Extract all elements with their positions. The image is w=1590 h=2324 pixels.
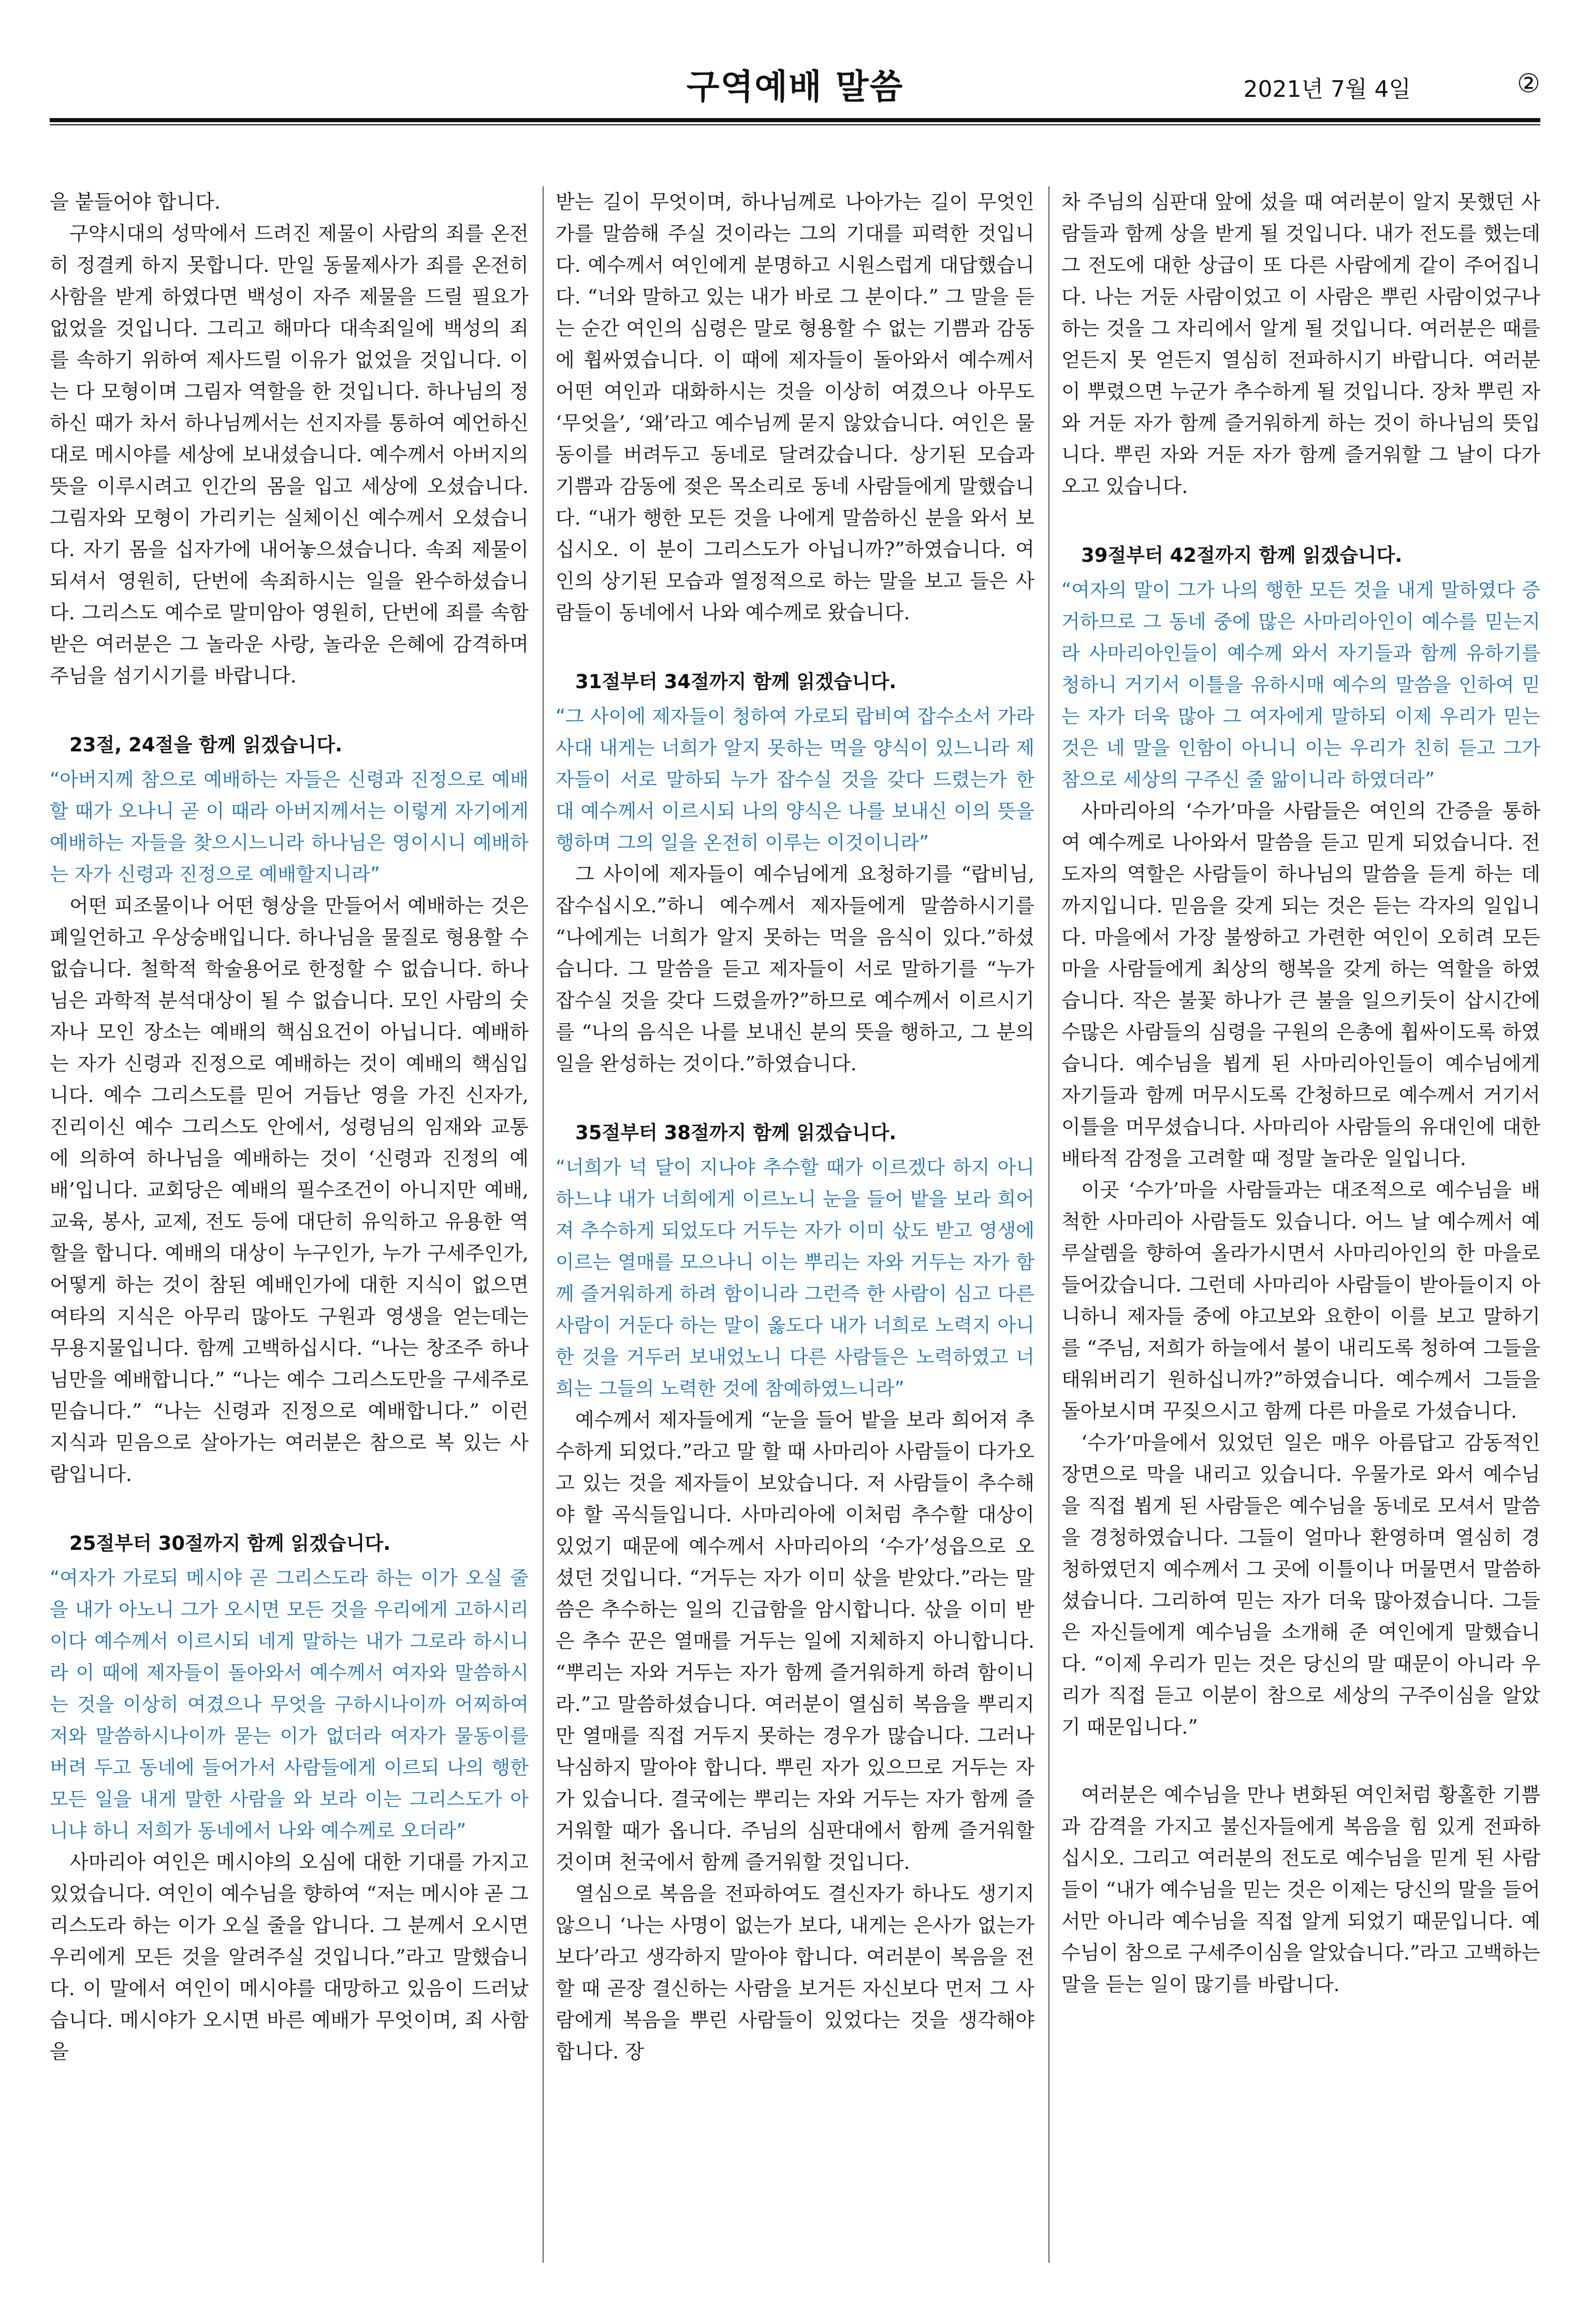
page-header — [50, 50, 1540, 122]
header-rule — [50, 118, 1540, 122]
body-paragraph — [50, 890, 529, 1490]
scripture-quote: “여자가 가로되 메시야 곧 그리스도라 하는 이가 오실 줄을 내가 아노니 그가 오시면 모든 것을 우리에게 고하시리이다 예수께서 이르시되 네게 말하는 내가 그로라 하시니라 이 때에 제자들이 돌아와서 예수께서 여자와 말씀하시는 것을 이상히 여겼으나 무엇을 구하시나이까 어찌하여 저와 말씀하시나이까 묻는 이가 없더라 여자가 물동이를 버려 두고 동네에 들어가서 사람들에게 이르되 나의 행한 모든 일을 내게 말한 사람을 와 보라 이는 그리스도가 아니냐 하니 저희가 동네에서 나와 예수께로 오더라” — [50, 1567, 529, 1842]
paragraph-text: 차 주님의 심판대 앞에 섰을 때 여러분이 알지 못했던 사람들과 함께 상을 받게 될 것입니다. 내가 전도를 했는데 그 전도에 대한 상급이 또 다른 사람에게 같이 주어집니다. 나는 거둔 사람이었고 이 사람은 뿌린 사람이었구나 하는 것을 그 자리에서 알게 될 것입니다. 여러분은 때를 얻든지 못 얻든지 열심히 전파하시기 바랍니다. 여러분이 뿌렸으면 누군가 추수하게 될 것입니다. 장차 뿌린 자와 거둔 자가 함께 즐거워하게 하는 것이 하나님의 뜻입니다. 뿌린 자와 거둔 자가 함께 즐거워할 그 날이 다가오고 있습니다. — [1061, 191, 1540, 498]
body-paragraph — [556, 186, 1034, 629]
section-heading: 39절부터 42절까지 함께 읽겠습니다. — [1081, 544, 1403, 567]
paragraph-text: 사마리아 여인은 메시야의 오심에 대한 기대를 가지고 있었습니다. 여인이 예수님을 향하여 “저는 메시야 곧 그리스도라 하는 이가 오실 줄을 압니다. 그 분께서 오시면 우리에게 모든 것을 알려주실 것입니다.”라고 말했습니다. 이 말에서 여인이 메시야를 대망하고 있음이 드러났습니다. 메시야가 오시면 바른 예배가 무엇이며, 죄 사함을 — [50, 1851, 529, 2063]
paragraph-text: 예수께서 제자들에게 “눈을 들어 밭을 보라 희어져 추수하게 되었다.”라고 말 할 때 사마리아 사람들이 다가오고 있는 것을 제자들이 보았습니다. 저 사람들이 추수해야 할 곡식들입니다. 사마리아에 이처럼 추수할 대상이 있었기 때문에 예수께서 사마리아의 ‘수가’성읍으로 오셨던 것입니다. “거두는 자가 이미 삯을 받았다.”라는 말씀은 추수하는 일의 긴급함을 암시합니다. 삯을 이미 받은 추수 꾼은 열매를 거두는 일에 지체하지 아니합니다. “뿌리는 자와 거두는 자가 함께 즐거워하게 하려 함이니라.”고 말씀하셨습니다. 여러분이 열심히 복음을 뿌리지만 열매를 직접 거두지 못하는 경우가 많습니다. 그러나 낙심하지 말아야 합니다. 뿌린 자가 있으므로 거두는 자가 있습니다. 결국에는 뿌리는 자와 거두는 자가 함께 즐거워할 때가 옵니다. 주님의 심판대에서 함께 즐거워할 것이며 천국에서 함께 즐거워할 것입니다. — [556, 1408, 1034, 1873]
text-column-3 — [1061, 186, 1540, 2299]
issue-date: 2021년 7월 4일 — [1243, 76, 1411, 103]
page-title: 구역예배 말씀 — [686, 67, 904, 107]
header-rule-thin — [50, 124, 1540, 125]
body-paragraph — [1061, 795, 1540, 1174]
paragraph-text: ‘수가’마을에서 있었던 일은 매우 아름답고 감동적인 장면으로 막을 내리고 있습니다. 우물가로 와서 예수님을 직접 뵙게 된 사람들은 예수님을 동네로 모셔서 말씀을 경청하였습니다. 그들이 얼마나 환영하며 열심히 경청하였던지 예수께서 그 곳에 이틀이나 머물면서 말씀하셨습니다. 그리하여 믿는 자가 더욱 많아졌습니다. 그들은 자신들에게 예수님을 소개해 준 여인에게 말했습니다. “이제 우리가 믿는 것은 당신의 말 때문이 아니라 우리가 직접 듣고 이분이 참으로 세상의 구주이심을 알았기 때문입니다.” — [1061, 1431, 1540, 1738]
paragraph-text: 어떤 피조물이나 어떤 형상을 만들어서 예배하는 것은 폐일언하고 우상숭배입니다. 하나님을 물질로 형용할 수 없습니다. 철학적 학술용어로 한정할 수 없습니다. 하나님은 과학적 분석대상이 될 수 없습니다. 모인 사람의 숫자나 모인 장소는 예배의 핵심요건이 아닙니다. 예배하는 자가 신령과 진정으로 예배하는 것이 예배의 핵심입니다. 예수 그리스도를 믿어 거듭난 영을 가진 신자가, 진리이신 예수 그리스도 안에서, 성령님의 임재와 교통에 의하여 하나님을 예배하는 것이 ‘신령과 진정의 예배’입니다. 교회당은 예배의 필수조건이 아니지만 예배, 교육, 봉사, 교제, 전도 등에 대단히 유익하고 유용한 역할을 합니다. 예배의 대상이 누구인가, 누가 구세주인가, 어떻게 하는 것이 참된 예배인가에 대한 지식이 없으면 여타의 지식은 아무리 많아도 구원과 영생을 얻는데는 무용지물입니다. 함께 고백하십시다. “나는 창조주 하나님만을 예배합니다.” “나는 예수 그리스도만을 구세주로 믿습니다.” “나는 신령과 진정으로 예배합니다.” 이런 지식과 믿음으로 살아가는 여러분은 참으로 복 있는 사람입니다. — [50, 894, 529, 1486]
body-paragraph — [50, 186, 529, 218]
paragraph-text: 받는 길이 무엇이며, 하나님께로 나아가는 길이 무엇인가를 말씀해 주실 것이라는 그의 기대를 피력한 것입니다. 예수께서 여인에게 분명하고 시원스럽게 대답했습니다. “너와 말하고 있는 내가 바로 그 분이다.” 그 말을 듣는 순간 여인의 심령은 말로 형용할 수 없는 기쁨과 감동에 휩싸였습니다. 이 때에 제자들이 돌아와서 예수께서 어떤 여인과 대화하시는 것을 이상히 여겼으나 아무도 ‘무엇을’, ‘왜’라고 예수님께 묻지 않았습니다. 여인은 물동이를 버려두고 동네로 달려갔습니다. 상기된 모습과 기쁨과 감동에 젖은 목소리로 동네 사람들에게 말했습니다. “내가 행한 모든 것을 나에게 말씀하신 분을 와서 보십시오. 이 분이 그리스도가 아닙니까?”하였습니다. 여인의 상기된 모습과 열정적으로 하는 말을 보고 들은 사람들이 동네에서 나와 예수께로 왔습니다. — [556, 191, 1034, 624]
scripture-quote: “너희가 넉 달이 지나야 추수할 때가 이르겠다 하지 아니하느냐 내가 너희에게 이르노니 눈을 들어 밭을 보라 희어져 추수하게 되었도다 거두는 자가 이미 삯도 받고 영생에 이르는 열매를 모으나니 이는 뿌리는 자와 거두는 자가 함께 즐거워하게 하려 함이니라 그런즉 한 사람이 심고 다른 사람이 거둔다 하는 말이 옳도다 내가 너희로 노력지 아니한 것을 거두러 보내었노니 다른 사람들은 노력하였고 너희는 그들의 노력한 것에 참예하였느니라” — [556, 1156, 1034, 1400]
body-paragraph — [1061, 1779, 1540, 2000]
paragraph-text: 구약시대의 성막에서 드려진 제물이 사람의 죄를 온전히 정결케 하지 못합니다. 만일 동물제사가 죄를 온전히 사함을 받게 하였다면 백성이 자주 제물을 드릴 필요가 없었을 것입니다. 그리고 해마다 대속죄일에 백성의 죄를 속하기 위하여 제사드릴 이유가 없었을 것입니다. 이는 다 모형이며 그림자 역할을 한 것입니다. 하나님의 정하신 때가 차서 하나님께서는 선지자를 통하여 예언하신 대로 메시야를 세상에 보내셨습니다. 예수께서 아버지의 뜻을 이루시려고 인간의 몸을 입고 세상에 오셨습니다. 그림자와 모형이 가리키는 실체이신 예수께서 오셨습니다. 자기 몸을 십자가에 내어놓으셨습니다. 속죄 제물이 되셔서 영원히, 단번에 속죄하시는 일을 완수하셨습니다. 그리스도 예수로 말미암아 영원히, 단번에 죄를 속함 받은 여러분은 그 놀라운 사랑, 놀라운 은혜에 감격하며 주님을 섬기시기를 바랍니다. — [50, 222, 529, 687]
body-paragraph — [1061, 1427, 1540, 1743]
body-paragraph — [1061, 1174, 1540, 1427]
body-paragraph — [50, 1847, 529, 2068]
column-divider — [543, 186, 544, 2263]
scripture-quote: “아버지께 참으로 예배하는 자들은 신령과 진정으로 예배할 때가 오나니 곧 이 때라 아버지께서는 이렇게 자기에게 예배하는 자들을 찾으시느니라 하나님은 영이시니 예배하는 자가 신령과 진정으로 예배할지니라” — [50, 768, 529, 885]
body-paragraph — [556, 1404, 1034, 1878]
paragraph-text: 을 붙들어야 합니다. — [50, 191, 221, 213]
scripture-quote: “그 사이에 제자들이 청하여 가로되 랍비여 잡수소서 가라사대 내게는 너희가 알지 못하는 먹을 양식이 있느니라 제자들이 서로 말하되 누가 잡수실 것을 갖다 드렸는가 한 대 예수께서 이르시되 나의 양식은 나를 보내신 이의 뜻을 행하며 그의 일을 온전히 이루는 이것이니라” — [556, 705, 1034, 854]
text-column-2 — [556, 186, 1034, 2299]
body-paragraph — [50, 218, 529, 692]
paragraph-text: 열심으로 복음을 전파하여도 결신자가 하나도 생기지 않으니 ‘나는 사명이 없는가 보다, 내게는 은사가 없는가 보다’라고 생각하지 말아야 합니다. 여러분이 복음을 전할 때 곧장 결신하는 사람을 보거든 자신보다 먼저 그 사람에게 복음을 뿌린 사람들이 있었다는 것을 생각해야 합니다. 장 — [556, 1882, 1034, 2063]
section-heading: 35절부터 38절까지 함께 읽겠습니다. — [575, 1122, 897, 1144]
body-paragraph — [1061, 186, 1540, 502]
paragraph-text: 이곳 ‘수가’마을 사람들과는 대조적으로 예수님을 배척한 사마리아 사람들도 있습니다. 어느 날 예수께서 예루살렘을 향하여 올라가시면서 사마리아인의 한 마을로 들어갔습니다. 그런데 사마리아 사람들이 받아들이지 아니하니 제자들 중에 야고보와 요한이 이를 보고 말하기를 “주님, 저희가 하늘에서 불이 내리도록 청하여 그들을 태워버리기 원하십니까?”하였습니다. 예수께서 그들을 돌아보시며 꾸짖으시고 함께 다른 마을로 가셨습니다. — [1061, 1179, 1540, 1422]
body-paragraph — [556, 1878, 1034, 2068]
paragraph-text: 그 사이에 제자들이 예수님에게 요청하기를 “랍비님, 잡수십시오.”하니 예수께서 제자들에게 말씀하시기를 “나에게는 너희가 알지 못하는 먹을 음식이 있다.”하셨습니다. 그 말씀을 듣고 제자들이 서로 말하기를 “누가 잡수실 것을 갖다 드렸을까?”하므로 예수께서 이르시기를 “나의 음식은 나를 보내신 분의 뜻을 행하고, 그 분의 일을 완성하는 것이다.”하였습니다. — [556, 863, 1034, 1075]
column-divider — [1048, 186, 1049, 2263]
paragraph-text: 여러분은 예수님을 만나 변화된 여인처럼 황홀한 기쁨과 감격을 가지고 불신자들에게 복음을 힘 있게 전파하십시오. 그리고 여러분의 전도로 예수님을 믿게 된 사람들이 “내가 예수님을 믿는 것은 이제는 당신의 말을 들어서만 아니라 예수님을 직접 알게 되었기 때문입니다. 예수님이 참으로 구세주이심을 알았습니다.”라고 고백하는 말을 듣는 일이 많기를 바랍니다. — [1061, 1783, 1540, 1996]
text-column-1 — [50, 186, 529, 2299]
paragraph-text: 사마리아의 ‘수가’마을 사람들은 여인의 간증을 통하여 예수께로 나아와서 말씀을 듣고 믿게 되었습니다. 전도자의 역할은 사람들이 하나님의 말씀을 듣게 하는 데까지입니다. 믿음을 갖게 되는 것은 듣는 각자의 일입니다. 마을에서 가장 불쌍하고 가련한 여인이 오히려 모든 마을 사람들에게 최상의 행복을 갖게 하는 역할을 하였습니다. 작은 불꽃 하나가 큰 불을 일으키듯이 삽시간에 수많은 사람들의 심령을 구원의 은총에 휩싸이도록 하였습니다. 예수님을 뵙게 된 사마리아인들이 예수님에게 자기들과 함께 머무시도록 간청하므로 예수께서 거기서 이틀을 머무셨습니다. 사마리아 사람들의 유대인에 대한 배타적 감정을 고려할 때 정말 놀라운 일입니다. — [1061, 800, 1540, 1170]
page-number: ② — [1517, 68, 1540, 98]
section-heading: 23절, 24절을 함께 읽겠습니다. — [69, 734, 343, 756]
body-paragraph — [556, 859, 1034, 1080]
scripture-quote: “여자의 말이 그가 나의 행한 모든 것을 내게 말하였다 증거하므로 그 동네 중에 많은 사마리아인이 예수를 믿는지라 사마리아인들이 예수께 와서 자기들과 함께 유하기를 청하니 거기서 이틀을 유하시매 예수의 말씀을 인하여 믿는 자가 더욱 많아 그 여자에게 말하되 이제 우리가 믿는 것은 네 말을 인함이 아니니 이는 우리가 친히 듣고 그가 참으로 세상의 구주신 줄 앎이니라 하였더라” — [1061, 579, 1540, 791]
section-heading: 25절부터 30절까지 함께 읽겠습니다. — [69, 1532, 391, 1555]
section-heading: 31절부터 34절까지 함께 읽겠습니다. — [575, 671, 897, 693]
